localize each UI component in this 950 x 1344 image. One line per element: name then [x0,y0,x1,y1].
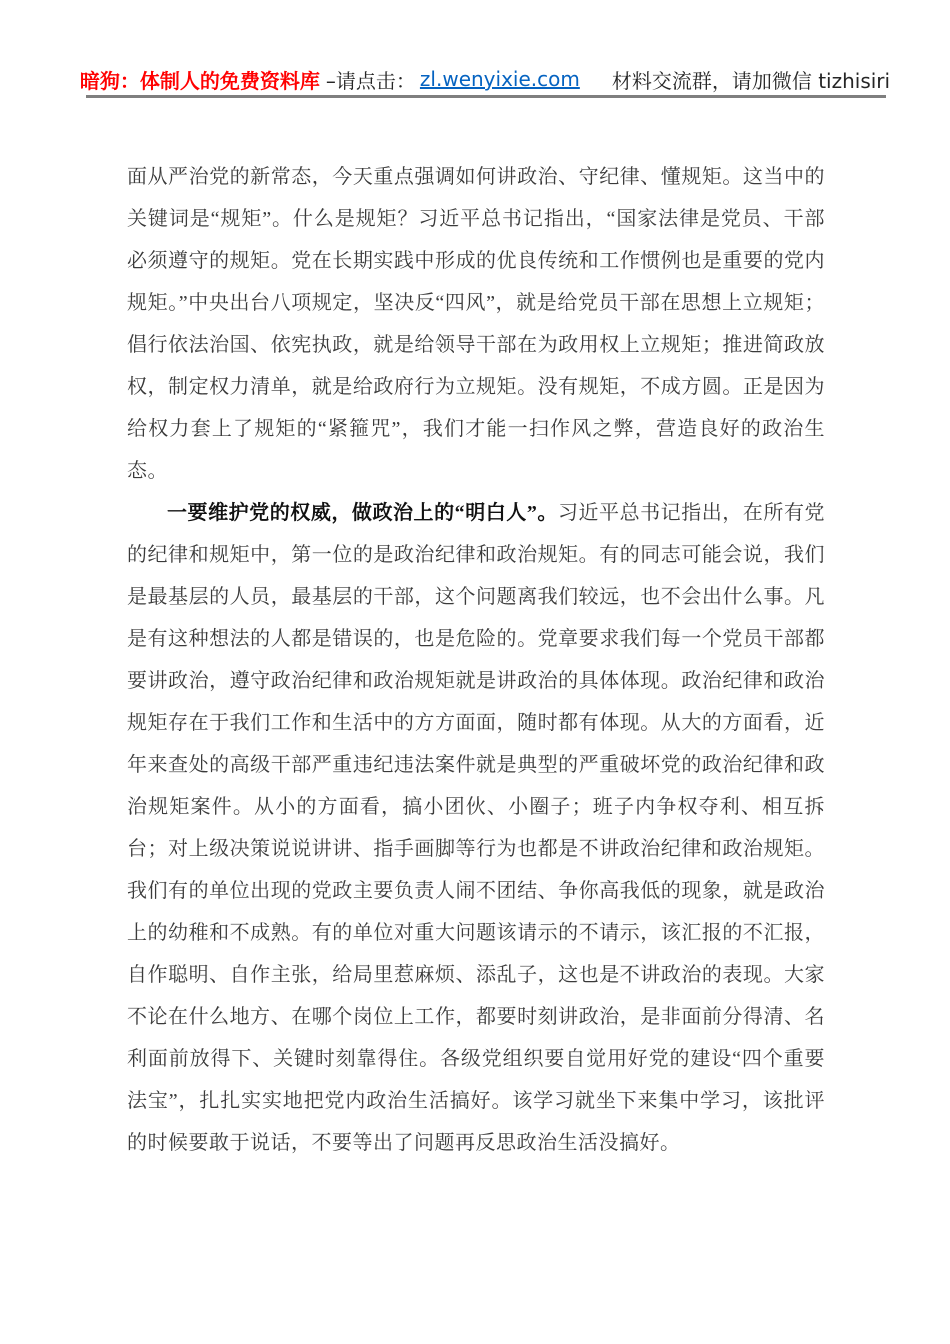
header-banner [79,62,891,96]
paragraph-1: 面从严治党的新常态，今天重点强调如何讲政治、守纪律、懂规矩。这当中的关键词是“规矩”。什么是规矩？习近平总书记指出，“国家法律是党员、干部必须遵守的规矩。党在长期实践中形成的优良传统和工作惯例也是重要的党内规矩。”中央出台八项规定，坚决反“四风”，就是给党员干部在思想上立规矩；倡行依法治国、依宪执政，就是给领导干部在为政用权上立规矩；推进简政放权，制定权力清单，就是给政府行为立规矩。没有规矩，不成方圆。正是因为给权力套上了规矩的“紧箍咒”，我们才能一扫作风之弊，营造良好的政治生态。 [127,166,825,482]
site-link[interactable]: zl.wenyixie.com [419,67,580,91]
paragraph-2-body: 习近平总书记指出，在所有党的纪律和规矩中，第一位的是政治纪律和政治规矩。有的同志可能会说，我们是最基层的人员，最基层的干部，这个问题离我们较远，也不会出什么事。凡是有这种想法的人都是错误的，也是危险的。党章要求我们每一个党员干部都要讲政治，遵守政治纪律和政治规矩就是讲政治的具体体现。政治纪律和政治规矩存在于我们工作和生活中的方方面面，随时都有体现。从大的方面看，近年来查处的高级干部严重违纪违法案件就是典型的严重破坏党的政治纪律和政治规矩案件。从小的方面看，搞小团伙、小圈子；班子内争权夺利、相互拆台；对上级决策说说讲讲、指手画脚等行为也都是不讲政治纪律和政治规矩。我们有的单位出现的党政主要负责人闹不团结、争你高我低的现象，就是政治上的幼稚和不成熟。有的单位对重大问题该请示的不请示，该汇报的不汇报，自作聪明、自作主张，给局里惹麻烦、添乱子，这也是不讲政治的表现。大家不论在什么地方、在哪个岗位上工作，都要时刻讲政治，是非面前分得清、名利面前放得下、关键时刻靠得住。各级党组织要自觉用好党的建设“四个重要法宝”，扎扎实实地把党内政治生活搞好。该学习就坐下来集中学习，该批评的时候要敢于说话，不要等出了问题再反思政治生活没搞好。 [127,502,825,1154]
header-divider [86,95,886,98]
group-info-text: 材料交流群，请加微信 tizhisiri [611,68,891,93]
brand-text: 暗狗：体制人的免费资料库 [79,68,320,93]
document-body [127,156,825,1164]
paragraph-2 [127,492,825,1164]
paragraph-2-lead: 一要维护党的权威，做政治上的“明白人”。 [167,502,558,524]
click-prompt-text: –请点击： [325,68,416,93]
